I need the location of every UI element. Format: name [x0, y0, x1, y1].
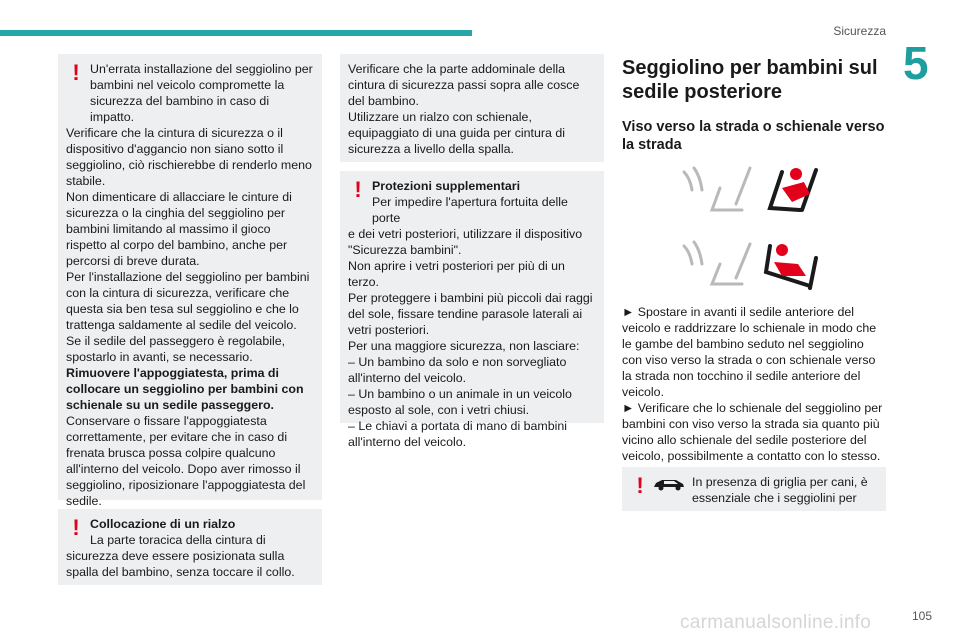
instruction-step: ► Verificare che lo schienale del seggiolino per bambini con viso verso la strada sia quanto più vicino allo schienale del sedile posteriore del veicolo, possibilmente a contatto con lo stesso.: [622, 401, 883, 463]
info-paragraph: Utilizzare un rialzo con schienale, equipaggiato di una guida per cintura di sicurezza a livello della spalla.: [348, 110, 565, 156]
watermark: carmanualsonline.info: [680, 612, 872, 633]
warning-box-booster: [58, 509, 322, 585]
chapter-number: 5: [903, 37, 929, 89]
instructions-text: [622, 304, 886, 464]
warning-box-protections: [340, 171, 604, 449]
section-heading: Seggiolino per bambini sul sedile posteriore: [622, 57, 878, 103]
warning-icon: !: [72, 515, 80, 540]
warning-paragraph: Verificare che la cintura di sicurezza o il dispositivo d'aggancio non siano sotto il seggiolino, ciò rischierebbe di renderlo meno stabile.: [66, 126, 312, 188]
subsection-heading: Viso verso la strada o schienale verso la strada: [622, 119, 885, 153]
list-item: – Un bambino da solo e non sorvegliato all'interno del veicolo.: [348, 355, 567, 385]
warning-paragraph: e dei vetri posteriori, utilizzare il dispositivo "Sicurezza bambini".: [348, 227, 583, 257]
warning-first-line: Per impedire l'apertura fortuita delle porte: [372, 195, 568, 225]
info-box-belt: [340, 54, 604, 162]
warning-box-installation: [58, 54, 322, 508]
warning-icon: !: [636, 473, 644, 498]
warning-paragraph: Non dimenticare di allacciare le cinture di sicurezza o la cinghia del seggiolino per bambini limitando al massimo il gioco rispetto al corpo del bambino, anche per percorsi di breve durata.: [66, 190, 292, 268]
page-number: 105: [912, 609, 933, 623]
warning-box-dog-grid: [622, 467, 886, 511]
warning-icon: !: [354, 177, 362, 202]
header-accent-bar: [0, 30, 472, 36]
warning-paragraph: Conservare o fissare l'appoggiatesta correttamente, per evitare che in caso di frenata brusca possa colpire qualcuno all'interno del veicolo. Dopo aver rimosso il seggiolino, riposizionare l'appoggiatesta del sedile.: [66, 414, 306, 508]
warning-paragraph: Per proteggere i bambini più piccoli dai raggi del sole, fissare tendine parasole laterali ai vetri posteriori.: [348, 291, 593, 337]
forward-facing-seat-illustration: [670, 164, 820, 222]
warning-title: Protezioni supplementari: [372, 179, 521, 193]
list-item: – Un bambino o un animale in un veicolo esposto al sole, con i vetri chiusi.: [348, 387, 572, 417]
instruction-step: ► Spostare in avanti il sedile anteriore del veicolo e raddrizzare lo schienale in modo che le gambe del bambino seduto nel seggiolino con viso verso la strada o con schienale verso la strada non tocchino il sedile anteriore del veicolo.: [622, 305, 877, 399]
warning-paragraph: Se il sedile del passeggero è regolabile, spostarlo in avanti, se necessario.: [66, 334, 286, 364]
info-paragraph: Verificare che la parte addominale della cintura di sicurezza passi sopra alle cosce del bambino.: [348, 62, 580, 108]
warning-bold-paragraph: Rimuovere l'appoggiatesta, prima di collocare un seggiolino per bambini con schienale su un sedile passeggero.: [66, 366, 304, 412]
list-item: – Le chiavi a portata di mano di bambini all'interno del veicolo.: [348, 419, 568, 449]
warning-first-line: La parte toracica della cintura di: [90, 533, 266, 547]
warning-intro: Un'errata installazione del seggiolino per bambini nel veicolo compromette la sicurezza del bambino in caso di impatto.: [90, 62, 313, 124]
section-title: Sicurezza: [833, 24, 886, 38]
car-with-dog-grid-icon: [652, 477, 686, 491]
warning-paragraph: sicurezza deve essere posizionata sulla spalla del bambino, senza toccare il collo.: [66, 549, 295, 579]
rear-facing-seat-illustration: [670, 236, 820, 294]
warning-text: In presenza di griglia per cani, è essenziale che i seggiolini per: [692, 475, 868, 505]
warning-icon: !: [72, 60, 80, 85]
warning-paragraph: Non aprire i vetri posteriori per più di un terzo.: [348, 259, 565, 289]
warning-title: Collocazione di un rialzo: [90, 517, 236, 531]
warning-paragraph: Per l'installazione del seggiolino per bambini con la cintura di sicurezza, verificare che questa sia ben tesa sul seggiolino e che lo trattenga saldamente al sedile del veicolo.: [66, 270, 310, 332]
warning-paragraph: Per una maggiore sicurezza, non lasciare:: [348, 339, 580, 353]
